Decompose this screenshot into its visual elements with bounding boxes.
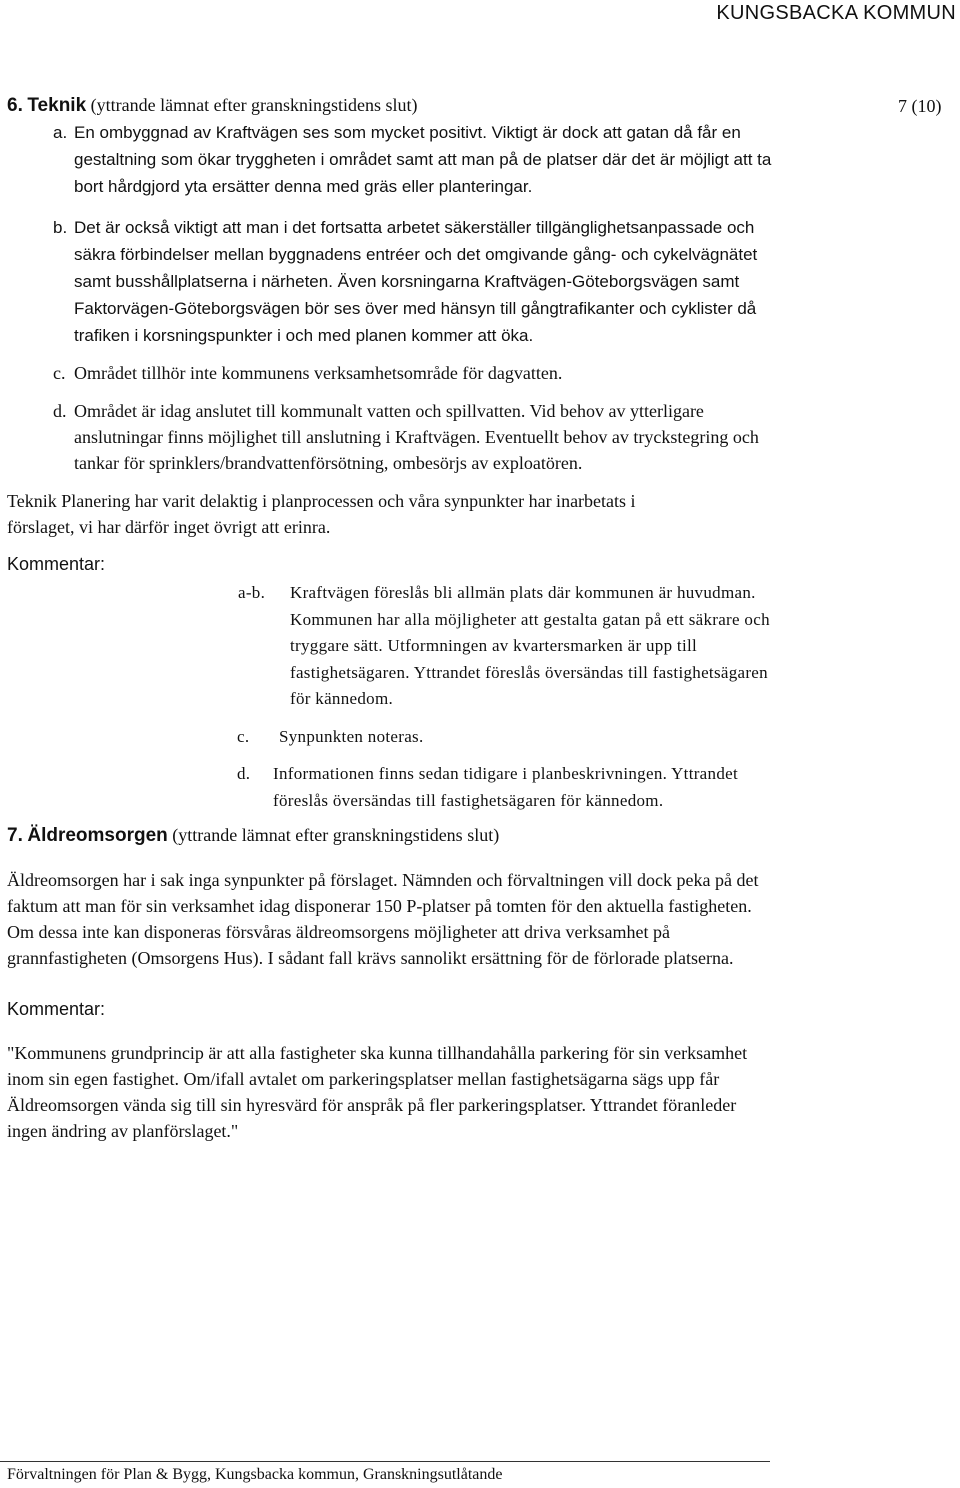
section-7-body: Äldreomsorgen har i sak inga synpunkter på förslaget. Nämnden och förvaltningen vill dock peka på det faktum att man för sin verksamhet idag disponerar 150 P-platser på tomten för den aktuella fastigheten. Om dessa inte kan disponeras försvåras äldreomsorgens möjligheter att driva verksamhet på grannfastigheten (Omsorgens Hus). I sådant fall krävs sannolikt ersättning för de förlorade platserna. (7, 870, 759, 968)
section-7-note: (yttrande lämnat efter granskningstidens slut) (172, 825, 500, 845)
section-6-kommentar-label: Kommentar: (7, 554, 106, 574)
section-6-title: Teknik (27, 95, 87, 116)
section-6-item-d (7, 398, 774, 476)
comment-text: Kraftvägen föreslås bli allmän plats där kommunen är huvudman. Kommunen har alla möjligheter att gestalta gatan på ett säkrare och tryggare sätt. Utformningen av kvartersmarken är upp till fastighetsägaren. Yttrandet föreslås översändas till fastighetsägaren för kännedom. (290, 583, 770, 708)
comment-text: Synpunkten noteras. (279, 726, 424, 746)
comment-a-b (238, 580, 780, 713)
item-text: Området är idag anslutet till kommunalt vatten och spillvatten. Vid behov av ytterligare anslutningar finns möjlighet till anslutning i Kraftvägen. Eventuellt behov av tryckstegring och tankar för sprinklers/brandvattenförsötning, ombesörjs av exploatören. (74, 401, 759, 473)
section-7-heading (7, 822, 887, 849)
comment-label: c. (237, 726, 250, 746)
footer-divider (0, 1461, 770, 1462)
item-label: c. (53, 363, 66, 383)
section-6-closing: Teknik Planering har varit delaktig i planprocessen och våra synpunkter har inarbetats i förslaget, vi har därför inget övrigt att erinra. (7, 491, 636, 537)
document-body (7, 92, 887, 1144)
section-6-note: (yttrande lämnat efter granskningstidens slut) (90, 95, 418, 115)
section-6-heading (7, 92, 887, 119)
item-text: Det är också viktigt att man i det fortsatta arbetet säkerställer tillgänglighetsanpassade och säkra förbindelser mellan byggnadens entréer och det omgivande gång- och cykelvägnätet samt busshållplatserna i närheten. Även korsningarna Kraftvägen-Göteborgsvägen samt Faktorvägen-Göteborgsvägen bör ses över med hänsyn till gångtrafikanter och cyklister då trafiken i korsningspunkter i och med planen kommer att öka. (74, 218, 758, 345)
section-7-number: 7. (7, 825, 23, 846)
section-7-comment: "Kommunens grundprincip är att alla fastigheter ska kunna tillhandahålla parkering för sin verksamhet inom sin egen fastighet. Om/ifall avtalet om parkeringsplatser mellan fastighetsägarna sägs upp får Äldreomsorgen vända sig till sin hyresvärd för anspråk på fler parkeringsplatser. Yttrandet föranleder ingen ändring av planförslaget." (7, 1043, 748, 1141)
page-number: 7 (10) (898, 96, 942, 116)
comment-label: a-b. (238, 583, 266, 602)
item-text: Området tillhör inte kommunens verksamhetsområde för dagvatten. (74, 363, 563, 383)
section-7-title: Äldreomsorgen (27, 825, 168, 846)
comment-text: Informationen finns sedan tidigare i planbeskrivningen. Yttrandet föreslås översändas till fastighetsägaren för kännedom. (273, 764, 738, 810)
section-6-item-a (7, 119, 787, 200)
comment-label: d. (237, 764, 251, 783)
comment-c (237, 724, 769, 751)
section-6-number: 6. (7, 95, 23, 116)
organization-name: KUNGSBACKA KOMMUN (716, 2, 956, 24)
comment-d (237, 761, 763, 814)
item-label: d. (53, 401, 67, 421)
section-7-kommentar-label: Kommentar: (7, 999, 106, 1019)
section-6-item-c (7, 360, 787, 386)
footer-text: Förvaltningen för Plan & Bygg, Kungsbacka kommun, Granskningsutlåtande (7, 1466, 503, 1483)
section-6-item-b (7, 214, 774, 349)
item-text: En ombyggnad av Kraftvägen ses som mycket positivt. Viktigt är dock att gatan då får en gestaltning som ökar tryggheten i området samt att man på de platser där det är möjligt att ta bort hårdgjord yta ersätter denna med gräs eller planteringar. (74, 123, 772, 196)
item-label: a. (53, 123, 68, 142)
item-label: b. (53, 218, 68, 237)
